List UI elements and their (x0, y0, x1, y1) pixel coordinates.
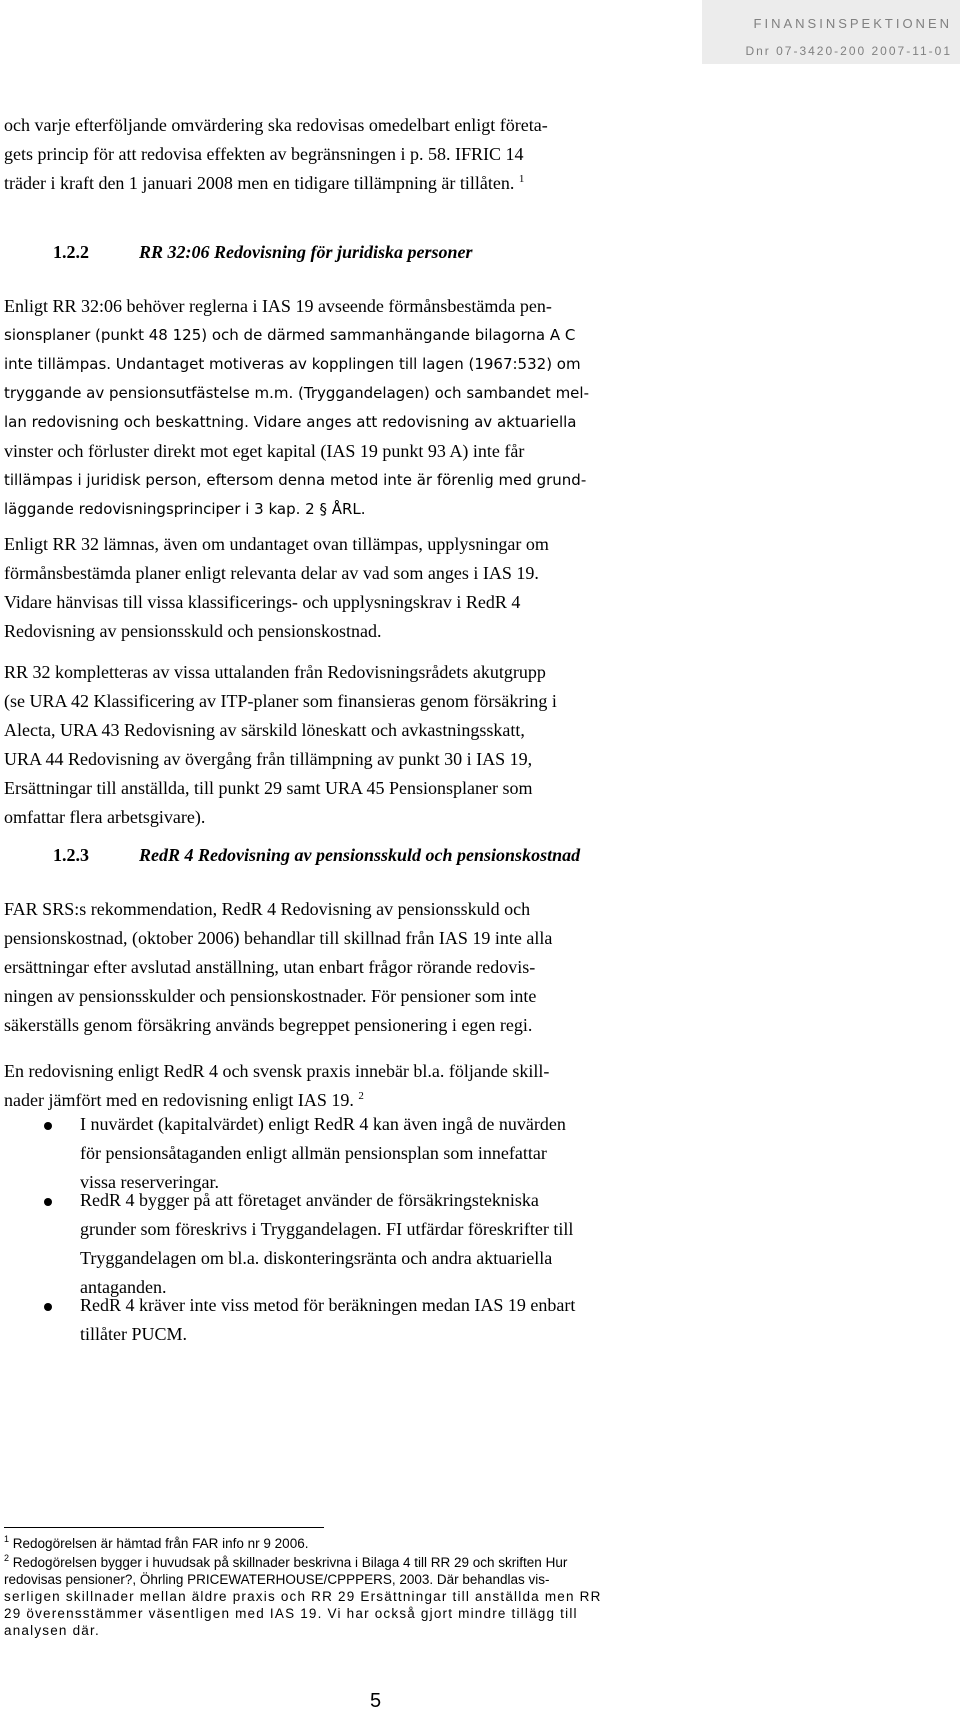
organization-name: FINANSINSPEKTIONEN (753, 16, 952, 31)
footnote (4, 1554, 602, 1639)
footnote-text: 29 överensstämmer väsentligen med IAS 19. Vi har också gjort mindre tillägg till (4, 1606, 578, 1621)
text-line: träder i kraft den 1 januari 2008 men en tidigare tillämpning är tillåten. $^1$ (4, 173, 525, 193)
bullet-icon (44, 1198, 52, 1206)
footnote-ref[interactable]: 2 (358, 1090, 364, 1102)
section-number: 1.2.3 (53, 845, 89, 865)
footnote-mark: 1 (4, 1534, 10, 1544)
text-line: sionsplaner (punkt 48 125) och de därmed sammanhängande bilagorna A C (4, 326, 576, 344)
footnote-text: Redogörelsen bygger i huvudsak på skillnader beskrivna i Bilaga 4 till RR 29 och skriften Hur (12, 1555, 568, 1570)
section-title: RedR 4 Redovisning av pensionsskuld och pensionskostnad (139, 845, 581, 865)
text-line: ersättningar efter avslutad anställning, utan enbart frågor rörande redovis- (4, 957, 536, 977)
section-number: 1.2.2 (53, 242, 89, 262)
text-line: tryggande av pensionsutfästelse m.m. (Tryggandelagen) och sambandet mel- (4, 384, 589, 402)
list-item (80, 1110, 780, 1197)
text-line: vissa reserveringar. (80, 1172, 219, 1192)
footnote (4, 1535, 308, 1552)
text-line: förmånsbestämda planer enligt relevanta delar av vad som anges i IAS 19. (4, 563, 539, 583)
text-line: tillämpas i juridisk person, eftersom denna metod inte är förenlig med grund- (4, 471, 587, 489)
paragraph (4, 530, 764, 646)
text-line: och varje efterföljande omvärdering ska redovisas omedelbart enligt företa- (4, 115, 548, 135)
paragraph (4, 292, 764, 524)
intro-paragraph (4, 111, 764, 198)
text-line: RedR 4 kräver inte viss metod för beräkningen medan IAS 19 enbart (80, 1295, 576, 1315)
text-line: grunder som föreskrivs i Tryggandelagen. FI utfärdar föreskrifter till (80, 1219, 574, 1239)
text-line: ningen av pensionsskulder och pensionskostnader. För pensioner som inte (4, 986, 537, 1006)
text-line: Ersättningar till anställda, till punkt 29 samt URA 45 Pensionsplaner som (4, 778, 533, 798)
text-line: gets princip för att redovisa effekten av begränsningen i p. 58. IFRIC 14 (4, 144, 524, 164)
paragraph (4, 895, 764, 1040)
text-line: Enligt RR 32:06 behöver reglerna i IAS 19 avseende förmånsbestämda pen- (4, 296, 552, 316)
footnote-separator (4, 1527, 324, 1528)
page-number: 5 (370, 1690, 382, 1712)
text-line: vinster och förluster direkt mot eget kapital (IAS 19 punkt 93 A) inte får (4, 441, 525, 461)
text-line: I nuvärdet (kapitalvärdet) enligt RedR 4 kan även ingå de nuvärden (80, 1114, 566, 1134)
text-line: nader jämfört med en redovisning enligt IAS 19. $^2$ (4, 1090, 364, 1110)
text-line: En redovisning enligt RedR 4 och svensk praxis innebär bl.a. följande skill- (4, 1061, 550, 1081)
text-line: (se URA 42 Klassificering av ITP-planer som finansieras genom försäkring i (4, 691, 557, 711)
text-line: FAR SRS:s rekommendation, RedR 4 Redovisning av pensionsskuld och (4, 899, 531, 919)
footnote-text: analysen där. (4, 1623, 100, 1638)
footnote-mark: 2 (4, 1553, 10, 1563)
section-title: RR 32:06 Redovisning för juridiska personer (139, 242, 473, 262)
text-line: RedR 4 bygger på att företaget använder de försäkringstekniska (80, 1190, 539, 1210)
text-line: Tryggandelagen om bl.a. diskonteringsränta och andra aktuariella (80, 1248, 553, 1268)
text-line: tillåter PUCM. (80, 1324, 187, 1344)
text-line: säkerställs genom försäkring används begreppet pensionering i egen regi. (4, 1015, 533, 1035)
paragraph (4, 1057, 764, 1115)
text-line: för pensionsåtaganden enligt allmän pensionsplan som innefattar (80, 1143, 547, 1163)
document-reference: Dnr 07-3420-200 2007-11-01 (745, 44, 952, 58)
bullet-icon (44, 1122, 52, 1130)
footnote-text: serligen skillnader mellan äldre praxis och RR 29 Ersättningar till anställda men RR (4, 1589, 602, 1604)
text-line: Alecta, URA 43 Redovisning av särskild löneskatt och avkastningsskatt, (4, 720, 525, 740)
text-line: läggande redovisningsprinciper i 3 kap. 2 § ÅRL. (4, 500, 366, 518)
bullet-icon (44, 1303, 52, 1311)
footnote-text: Redogörelsen är hämtad från FAR info nr 9 2006. (12, 1536, 309, 1551)
text-line: RR 32 kompletteras av vissa uttalanden från Redovisningsrådets akutgrupp (4, 662, 546, 682)
paragraph (4, 658, 764, 832)
text-line: Vidare hänvisas till vissa klassificerings- och upplysningskrav i RedR 4 (4, 592, 521, 612)
footnote-ref[interactable]: 1 (518, 173, 525, 185)
text-line: inte tillämpas. Undantaget motiveras av kopplingen till lagen (1967:532) om (4, 355, 581, 373)
text-line: lan redovisning och beskattning. Vidare anges att redovisning av aktuariella (4, 413, 577, 431)
text-line: antaganden. (80, 1277, 167, 1297)
text-line: omfattar flera arbetsgivare). (4, 807, 206, 827)
text-line: Redovisning av pensionsskuld och pensionskostnad. (4, 621, 382, 641)
text-line: pensionskostnad, (oktober 2006) behandlar till skillnad från IAS 19 inte alla (4, 928, 553, 948)
list-item (80, 1291, 780, 1349)
list-item (80, 1186, 780, 1302)
text-line: URA 44 Redovisning av övergång från tillämpning av punkt 30 i IAS 19, (4, 749, 533, 769)
text-line: Enligt RR 32 lämnas, även om undantaget ovan tillämpas, upplysningar om (4, 534, 549, 554)
document-header (702, 0, 960, 64)
footnote-text: redovisas pensioner?, Öhrling PRICEWATERHOUSE/CPPPERS, 2003. Där behandlas vis- (4, 1572, 550, 1587)
